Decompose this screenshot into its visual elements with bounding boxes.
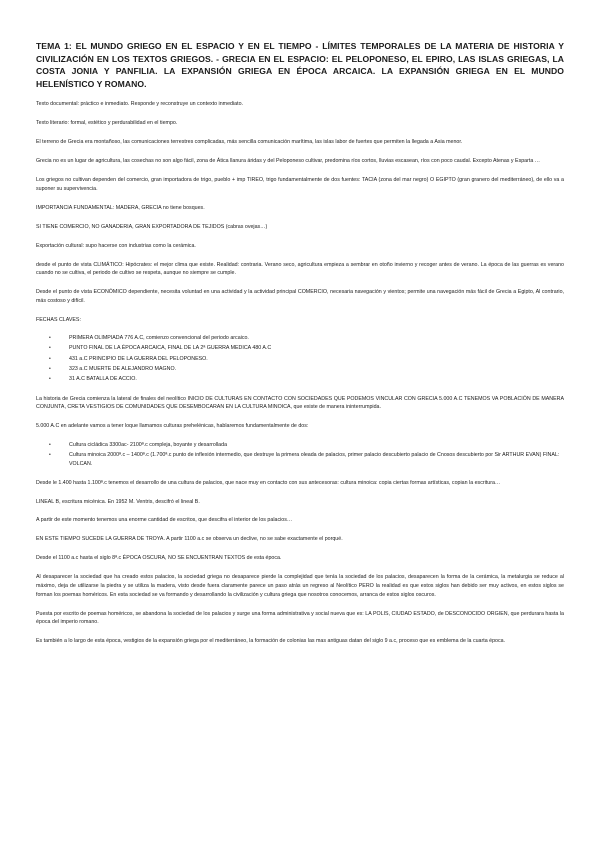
document-title: TEMA 1: EL MUNDO GRIEGO EN EL ESPACIO Y EN EL TIEMPO - LÍMITES TEMPORALES DE LA MATERIA DE HISTORIA Y CIVILIZACIÓN EN LOS TEXTOS GRIEGOS. - GRECIA EN EL ESPACIO: EL PELOPONESO, EL EPIRO, LAS ISLAS GRIEGAS, LA COSTA JONIA Y PANFILIA. LA EXPANSIÓN GRIEGA EN ÉPOCA ARCAICA. LA EXPANSIÓN GRIEGA EN EL MUNDO HELENÍSTICO Y ROMANO.: [36, 41, 564, 89]
bullet-icon: •: [49, 442, 51, 449]
heading-fechas-claves: FECHAS CLAVES:: [36, 317, 81, 323]
paragraph-guerra-troya: EN ESTE TIEMPO SUCEDE LA GUERRA DE TROYA. A partir 1100 a.c se observa un declive, no se sabe exactamente el porqué.: [36, 536, 343, 543]
paragraph-exportacion-cultural: Exportación cultural: supo hacerse con industrias como la cerámica.: [36, 242, 196, 249]
paragraph-terreno: El terreno de Grecia era montañoso, las comunicaciones terrestres complicadas, más sencilla comunicación marítima, las islas labor de fuertes que permiten la llegada a Asia menor.: [36, 139, 463, 146]
paragraph-historia-grecia: La historia de Grecia comienza la lateral de finales del neolítico INICIO DE CULTURAS EN CONTACTO CON SOCIEDADES QUE PODEMOS VINCULAR CON GRECIA 5.000 A.C TENEMOS VA POBLACIÓN DE MANERA CONJUNTA, CRETA VESTIGIOS DE COMUNIDADES QUE DESEMBOCARAN EN LA CULTURA MINOICA, que existe de manera ininterrumpida.: [36, 395, 564, 411]
list-item: • PRIMERA OLIMPIADA 776 A.C, comienzo convencional del periodo arcaico.: [69, 333, 564, 343]
paragraph-tejidos: SI TIENE COMERCIO, NO GANADERIA, GRAN EXPORTADORA DE TEJIDOS (cabras ovejas…): [36, 223, 268, 230]
cultures-list: [36, 441, 564, 468]
paragraph-madera: IMPORTANCIA FUNDAMENTAL: MADERA, GRECIA no tiene bosques.: [36, 204, 205, 211]
paragraph-economico: Desde el punto de vista ECONÓMICO dependiente, necesita voluntad en una actividad y la actividad principal COMERCIO, necesaria navegación y vientos; permite una navegación más fácil de Grecia a Egipto, Al contrario, más costoso y difícil.: [36, 289, 564, 305]
paragraph-polis: Puesta por escrito de poemas homéricos, se abandona la sociedad de los palacios y surge una forma administrativa y social nueva que es: LA POLIS, CIUDAD ESTADO, de DESCONOCIDO ORGIEN, que perdurara hasta la época del imperio romano.: [36, 610, 564, 626]
paragraph-agricultura: Grecia no es un lugar de agricultura, las cosechas no son algo fácil, zona de Ática llanura áridas y del Peloponeso cultivar, predomina ríos cortos, lluvias escasean, ríos con poco caudal. Excepto Atenas y Esparta …: [36, 158, 541, 165]
bullet-icon: •: [49, 355, 51, 362]
bullet-icon: •: [49, 376, 51, 382]
list-item: • 431 a.C PRINCIPIO DE LA GUERRA DEL PELOPONESO.: [69, 354, 564, 364]
bullet-icon: •: [49, 365, 51, 372]
paragraph-clima: desde el punto de vista CLIMÁTICO: Hipócrates: el mejor clima que existe. Realidad: contraria. Verano seco, agricultura empieza a sembrar en otoño invierno y recoger antes de verano. La época de las guerras es verano cuando no se cultiva, el periodo de cultivo se respeta, aunque no siempre se cumple.: [36, 261, 564, 277]
paragraph-sociedad-palacios: Al desaparecer la sociedad que ha creado estos palacios, la sociedad griega no desaparece pierde la complejidad que tenía la sociedad de los palacios, desaparecen la forma de la cerámica, la metalurgia se reduce al máximo, deja de utilizarse la piedra y se utiliza la madera, visto desde fuera claramente parece un paso atrás un regreso al Neolítico PERO la realidad es que estos siglos han debido ser muy activos, en estos siglos se forman los poemas homéricos. En esta sociedad se va formando y desarrollando la civilización y cultura griega que nosotros conocemos, arranca de estos siglos oscuros.: [36, 574, 564, 598]
key-dates-list: [36, 333, 564, 384]
paragraph-culturas-prehelenicas: 5.000 A.C en adelante vamos a tener loque llamamos culturas prehelénicas, hablaremos fundamentalmente de dos:: [36, 423, 309, 430]
paragraph-texto-documental: Texto documental: práctico e inmediato. Responde y reconstruye un contexto inmediato.: [36, 101, 243, 108]
document-page: [36, 40, 564, 656]
paragraph-cultura-palacios: Desde le 1.400 hasta 1.100ª.c tenemos el desarrollo de una cultura de palacios, que nace muy en contacto con sus antecesoras: cultura minoica: copia ciertas formas artísticas, copian la escritura…: [36, 479, 501, 486]
list-item: • 31 A.C BATALLA DE ACCIO.: [69, 374, 564, 384]
bullet-icon: •: [49, 335, 51, 342]
list-item: • 323 a.C MUERTE DE ALEJANDRO MAGNO.: [69, 364, 564, 374]
paragraph-expansion-griega: Es también a lo largo de esta época, vestigios de la expansión griega por el mediterráneo, la formación de colonias las mas antiguas datan del siglo 9 a.c, proceso que es emblema de la cuarta época.: [36, 638, 506, 645]
paragraph-texto-literario: Texto literario: formal, estético y perdurabilidad en el tiempo.: [36, 120, 178, 127]
bullet-icon: •: [49, 451, 51, 458]
paragraph-comercio: Los griegos no cultivan dependen del comercio, gran importadora de trigo, pueblo + imp TIREO, trigo fundamentalmente de dos fuentes: TACIA (zona del mar negro) O EGIPTO (gran granero del mediterráneo), de ello va a suponer su supervivencia.: [36, 177, 564, 192]
bullet-icon: •: [49, 345, 51, 352]
paragraph-lineal-b: LINEAL B, escritura micénica. En 1952 M. Ventris, descifró el lineal B.: [36, 498, 200, 505]
list-item: • Cultura minoica 2000ª.c – 1400ª.c (1.700ª.c punto de inflexión intermedio, que destruye la primera oleada de palacios, primer palacio descubierto palacio de Cnosos descubierto por Sir ARTHUR EVAN) FINAL: VOLCAN.: [49, 451, 560, 467]
paragraph-epoca-oscura: Desde el 1100 a.c hasta el siglo 8ª.c ÉPOCA OSCURA, NO SE ENCUENTRAN TEXTOS de esta época.: [36, 555, 282, 562]
list-item: • Cultura cicládica 3300ac- 2100ª.c compleja, boyante y desarrollada: [49, 442, 228, 449]
paragraph-escritos: A partir de este momento tenemos una enorme cantidad de escritos, que descifra el interior de los palacios…: [36, 517, 293, 524]
list-item: • PUNTO FINAL DE LA ÉPOCA ARCAICA, FINAL DE LA 2ª GUERRA MEDICA 480 A.C: [69, 343, 564, 353]
